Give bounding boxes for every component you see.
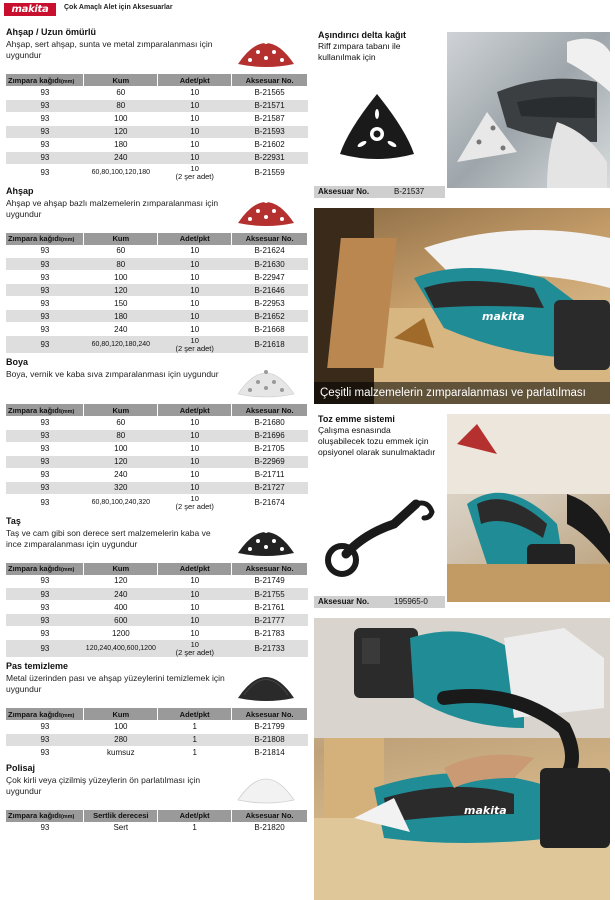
- section-title: Ahşap / Uzun ömürlü: [6, 27, 96, 37]
- spec-table: [6, 563, 308, 659]
- col-kum: Kum: [84, 563, 158, 575]
- table-row: 93 80 10 B-21571: [6, 99, 308, 112]
- table-row: 93 240 10 B-21711: [6, 468, 308, 481]
- dust-extraction-photo: [447, 414, 610, 602]
- spec-table: [6, 74, 308, 183]
- table-row: 93 240 10 B-21668: [6, 323, 308, 336]
- accessory-number: 195965-0: [394, 597, 428, 606]
- col-adet: Adet/pkt: [158, 404, 232, 416]
- dust-extraction-panel: [314, 412, 610, 610]
- table-row: 93 120 10 B-21593: [6, 125, 308, 138]
- col-kum: Kum: [84, 708, 158, 720]
- table-row: 93 320 10 B-21727: [6, 481, 308, 494]
- delta-accessory-bar: [314, 186, 445, 198]
- section-description: Ahşap ve ahşap bazlı malzemelerin zımparalanması için uygundur: [6, 197, 219, 219]
- col-adet: Adet/pkt: [158, 708, 232, 720]
- makita-logo: makita: [4, 3, 56, 16]
- table-row: 93 100 10 B-21705: [6, 442, 308, 455]
- col-adet: Adet/pkt: [158, 74, 232, 86]
- section-description: Metal üzerinden pası ve ahşap yüzeylerini temizlemek için uygundur: [6, 673, 225, 694]
- section-tas: [6, 513, 308, 659]
- section-description: Ahşap, sert ahşap, sunta ve metal zımparalanması için uygundur: [6, 39, 213, 60]
- table-row: 93 400 10 B-21761: [6, 601, 308, 614]
- table-row: 93 120 10 B-21749: [6, 575, 308, 588]
- spec-table: [6, 233, 308, 355]
- accessory-tables: [6, 24, 308, 835]
- accessory-label: Aksesuar No.: [318, 597, 370, 606]
- col-zimpara: Zımpara kağıdı(mm): [6, 74, 84, 86]
- dust-accessory-bar: [314, 596, 445, 608]
- section-polisaj: [6, 760, 308, 836]
- col-aksesuar: Aksesuar No.: [232, 708, 308, 720]
- col-adet: Adet/pkt: [158, 233, 232, 245]
- sanding-pad-red-icon: [230, 28, 302, 68]
- col-aksesuar: Aksesuar No.: [232, 563, 308, 575]
- sanding-pad-white-icon: [230, 358, 302, 398]
- col-aksesuar: Aksesuar No.: [232, 74, 308, 86]
- col-kum: Kum: [84, 233, 158, 245]
- section-description: Çok kirli veya çizilmiş yüzeylerin ön parlatılması için uygundur: [6, 774, 201, 796]
- table-row-set: 93 120,240,400,600,1200 10 (2 şer adet) B-21733: [6, 640, 308, 658]
- col-adet: Adet/pkt: [158, 563, 232, 575]
- table-row: 93 240 10 B-22931: [6, 151, 308, 164]
- table-row: 93 240 10 B-21755: [6, 588, 308, 601]
- tool-brand-print-2: makita: [464, 804, 507, 817]
- page-title: Çok Amaçlı Alet için Aksesuarlar: [64, 4, 173, 11]
- table-row: 93 120 10 B-22969: [6, 455, 308, 468]
- accessory-label: Aksesuar No.: [318, 187, 370, 196]
- section-title: Taş: [6, 515, 21, 526]
- table-row: 93 280 1 B-21808: [6, 733, 308, 746]
- section-title: Pas temizleme: [6, 661, 69, 671]
- section-pas-temizleme: [6, 658, 308, 760]
- table-row: 93 150 10 B-22953: [6, 297, 308, 310]
- sanding-pad-black-icon: [230, 517, 302, 557]
- col-zimpara: Zımpara kağıdı(mm): [6, 810, 84, 822]
- page-header: [0, 0, 615, 24]
- abrasive-fleece-pad-icon: [230, 662, 302, 702]
- col-zimpara: Zımpara kağıdı(mm): [6, 233, 84, 245]
- table-row: 93 100 1 B-21799: [6, 720, 308, 733]
- table-row: 93 1200 10 B-21783: [6, 627, 308, 640]
- vacuum-sanding-photo: [314, 618, 610, 900]
- delta-backing-pad-icon: [336, 90, 418, 160]
- col-zimpara: Zımpara kağıdı(mm): [6, 708, 84, 720]
- col-zimpara: Zımpara kağıdı(mm): [6, 404, 84, 416]
- table-row: 93 Sert 1 B-21820: [6, 822, 308, 835]
- table-row: 93 600 10 B-21777: [6, 614, 308, 627]
- table-row-set: 93 60,80,100,120,180 10 (2 şer adet) B-21559: [6, 164, 308, 182]
- sanding-photo: [314, 208, 610, 404]
- delta-description: Riff zımpara tabanı ile kullanılmak için: [318, 41, 401, 62]
- table-row-set: 93 60,80,100,240,320 10 (2 şer adet) B-21674: [6, 494, 308, 512]
- section-description: Boya, vernik ve kaba sıva zımparalanması için uygundur: [6, 369, 219, 379]
- delta-pad-panel: [314, 28, 610, 202]
- section-description: Taş ve cam gibi son derece sert malzemelerin kaba ve ince zımparalanması için uygundur: [6, 527, 211, 549]
- polishing-felt-pad-icon: [230, 764, 302, 804]
- table-row: 93 180 10 B-21652: [6, 310, 308, 323]
- col-sertlik: Sertlik derecesi: [84, 810, 158, 822]
- section-ahsap-uzun-omurlu: [6, 24, 308, 183]
- spec-table: [6, 404, 308, 513]
- spec-table: [6, 708, 308, 760]
- col-aksesuar: Aksesuar No.: [232, 404, 308, 416]
- tool-brand-print: makita: [482, 310, 525, 323]
- section-title: Ahşap: [6, 185, 34, 196]
- table-row: 93 80 10 B-21696: [6, 429, 308, 442]
- col-aksesuar: Aksesuar No.: [232, 810, 308, 822]
- table-row: 93 100 10 B-21587: [6, 112, 308, 125]
- table-row: 93 180 10 B-21602: [6, 138, 308, 151]
- spec-table: [6, 810, 308, 836]
- col-zimpara: Zımpara kağıdı(mm): [6, 563, 84, 575]
- table-row: 93 100 10 B-22947: [6, 271, 308, 284]
- dust-description: Çalışma esnasında oluşabilecek tozu emmek için opsiyonel olarak sunulmaktadır: [318, 425, 436, 457]
- col-kum: Kum: [84, 74, 158, 86]
- table-row: 93 kumsuz 1 B-21814: [6, 746, 308, 759]
- dust-title: Toz emme sistemi: [318, 414, 395, 424]
- table-row: 93 60 10 B-21565: [6, 86, 308, 99]
- delta-title: Aşındırıcı delta kağıt: [318, 30, 407, 40]
- table-row: 93 120 10 B-21646: [6, 284, 308, 297]
- table-row: 93 60 10 B-21624: [6, 245, 308, 258]
- col-aksesuar: Aksesuar No.: [232, 233, 308, 245]
- section-boya: [6, 354, 308, 513]
- section-title: Boya: [6, 357, 29, 367]
- table-row: 93 60 10 B-21680: [6, 416, 308, 429]
- col-adet: Adet/pkt: [158, 810, 232, 822]
- table-row: 93 80 10 B-21630: [6, 258, 308, 271]
- sanding-pad-red-icon: [230, 187, 302, 227]
- section-title: Polisaj: [6, 762, 36, 773]
- section-ahsap: [6, 183, 308, 355]
- dust-nozzle-icon: [324, 494, 436, 580]
- col-kum: Kum: [84, 404, 158, 416]
- accessory-number: B-21537: [394, 187, 425, 196]
- photo-caption: Çeşitli malzemelerin zımparalanması ve parlatılması: [314, 382, 610, 404]
- delta-pad-photo: [447, 32, 610, 188]
- table-row-set: 93 60,80,120,180,240 10 (2 şer adet) B-21618: [6, 336, 308, 354]
